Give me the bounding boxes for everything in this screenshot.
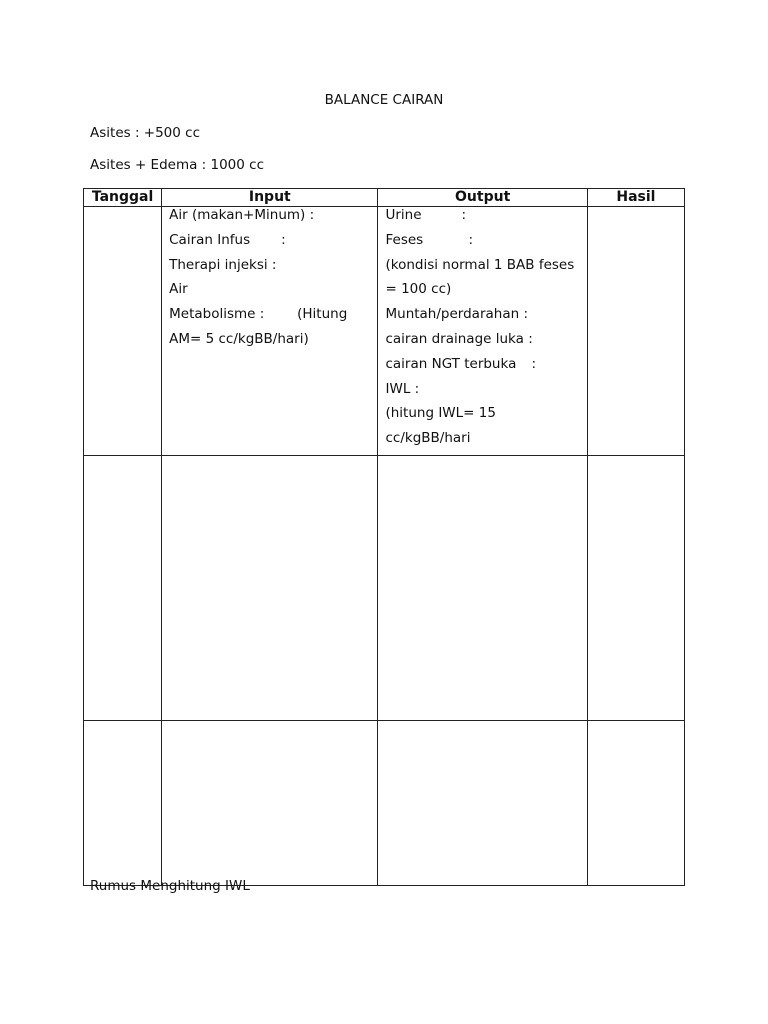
header-hasil: Hasil [587,189,684,207]
output-item [385,207,580,232]
table-row [84,720,685,885]
output-item: = 100 cc) [385,281,452,298]
output-item: Muntah/perdarahan : [385,306,528,323]
input-cell [162,455,378,720]
input-item: AM= 5 cc/kgBB/hari) [169,330,309,347]
output-item [385,356,580,381]
output-cell [378,720,587,885]
table-row [84,455,685,720]
page-title: BALANCE CAIRAN [324,92,444,108]
header-output: Output [378,189,587,207]
hasil-cell [587,455,684,720]
input-cell [162,720,378,885]
output-item-colon: : [461,207,467,223]
output-item-colon: : [531,355,537,372]
input-item: Air (makan+Minum) : [169,207,315,223]
table-row [84,207,685,456]
output-item-label: Feses [385,231,424,248]
output-cell [378,207,587,456]
input-item [169,306,371,331]
output-item [385,232,580,257]
input-item-label: Cairan Infus [169,231,251,248]
hasil-cell [587,207,684,456]
output-item: IWL : [385,380,420,397]
output-item-colon: : [468,231,474,248]
output-cell [378,455,587,720]
output-item-label: cairan NGT terbuka [385,355,517,372]
iwl-formula-heading: Rumus Menghitung IWL [90,878,250,894]
output-item: cc/kgBB/hari [385,430,471,447]
input-cell [162,207,378,456]
asites-edema-info: Asites + Edema : 1000 cc [90,157,264,173]
output-item: (hitung IWL= 15 [385,405,496,422]
input-item-note: (Hitung [297,306,348,323]
output-item-label: Urine [385,207,422,223]
input-item: Therapi injeksi : [169,256,277,273]
tanggal-cell [84,207,162,456]
output-item: (kondisi normal 1 BAB feses [385,256,575,273]
header-tanggal: Tanggal [84,189,162,207]
input-item: Air [169,281,188,298]
input-item-colon: : [281,231,286,248]
table-header-row [84,189,685,207]
header-input: Input [162,189,378,207]
tanggal-cell [84,455,162,720]
tanggal-cell [84,720,162,885]
balance-table [83,188,685,886]
asites-info: Asites : +500 cc [90,125,200,141]
input-item-label: Metabolisme : [169,306,265,323]
input-item [169,232,371,257]
hasil-cell [587,720,684,885]
output-item: cairan drainage luka : [385,330,533,347]
